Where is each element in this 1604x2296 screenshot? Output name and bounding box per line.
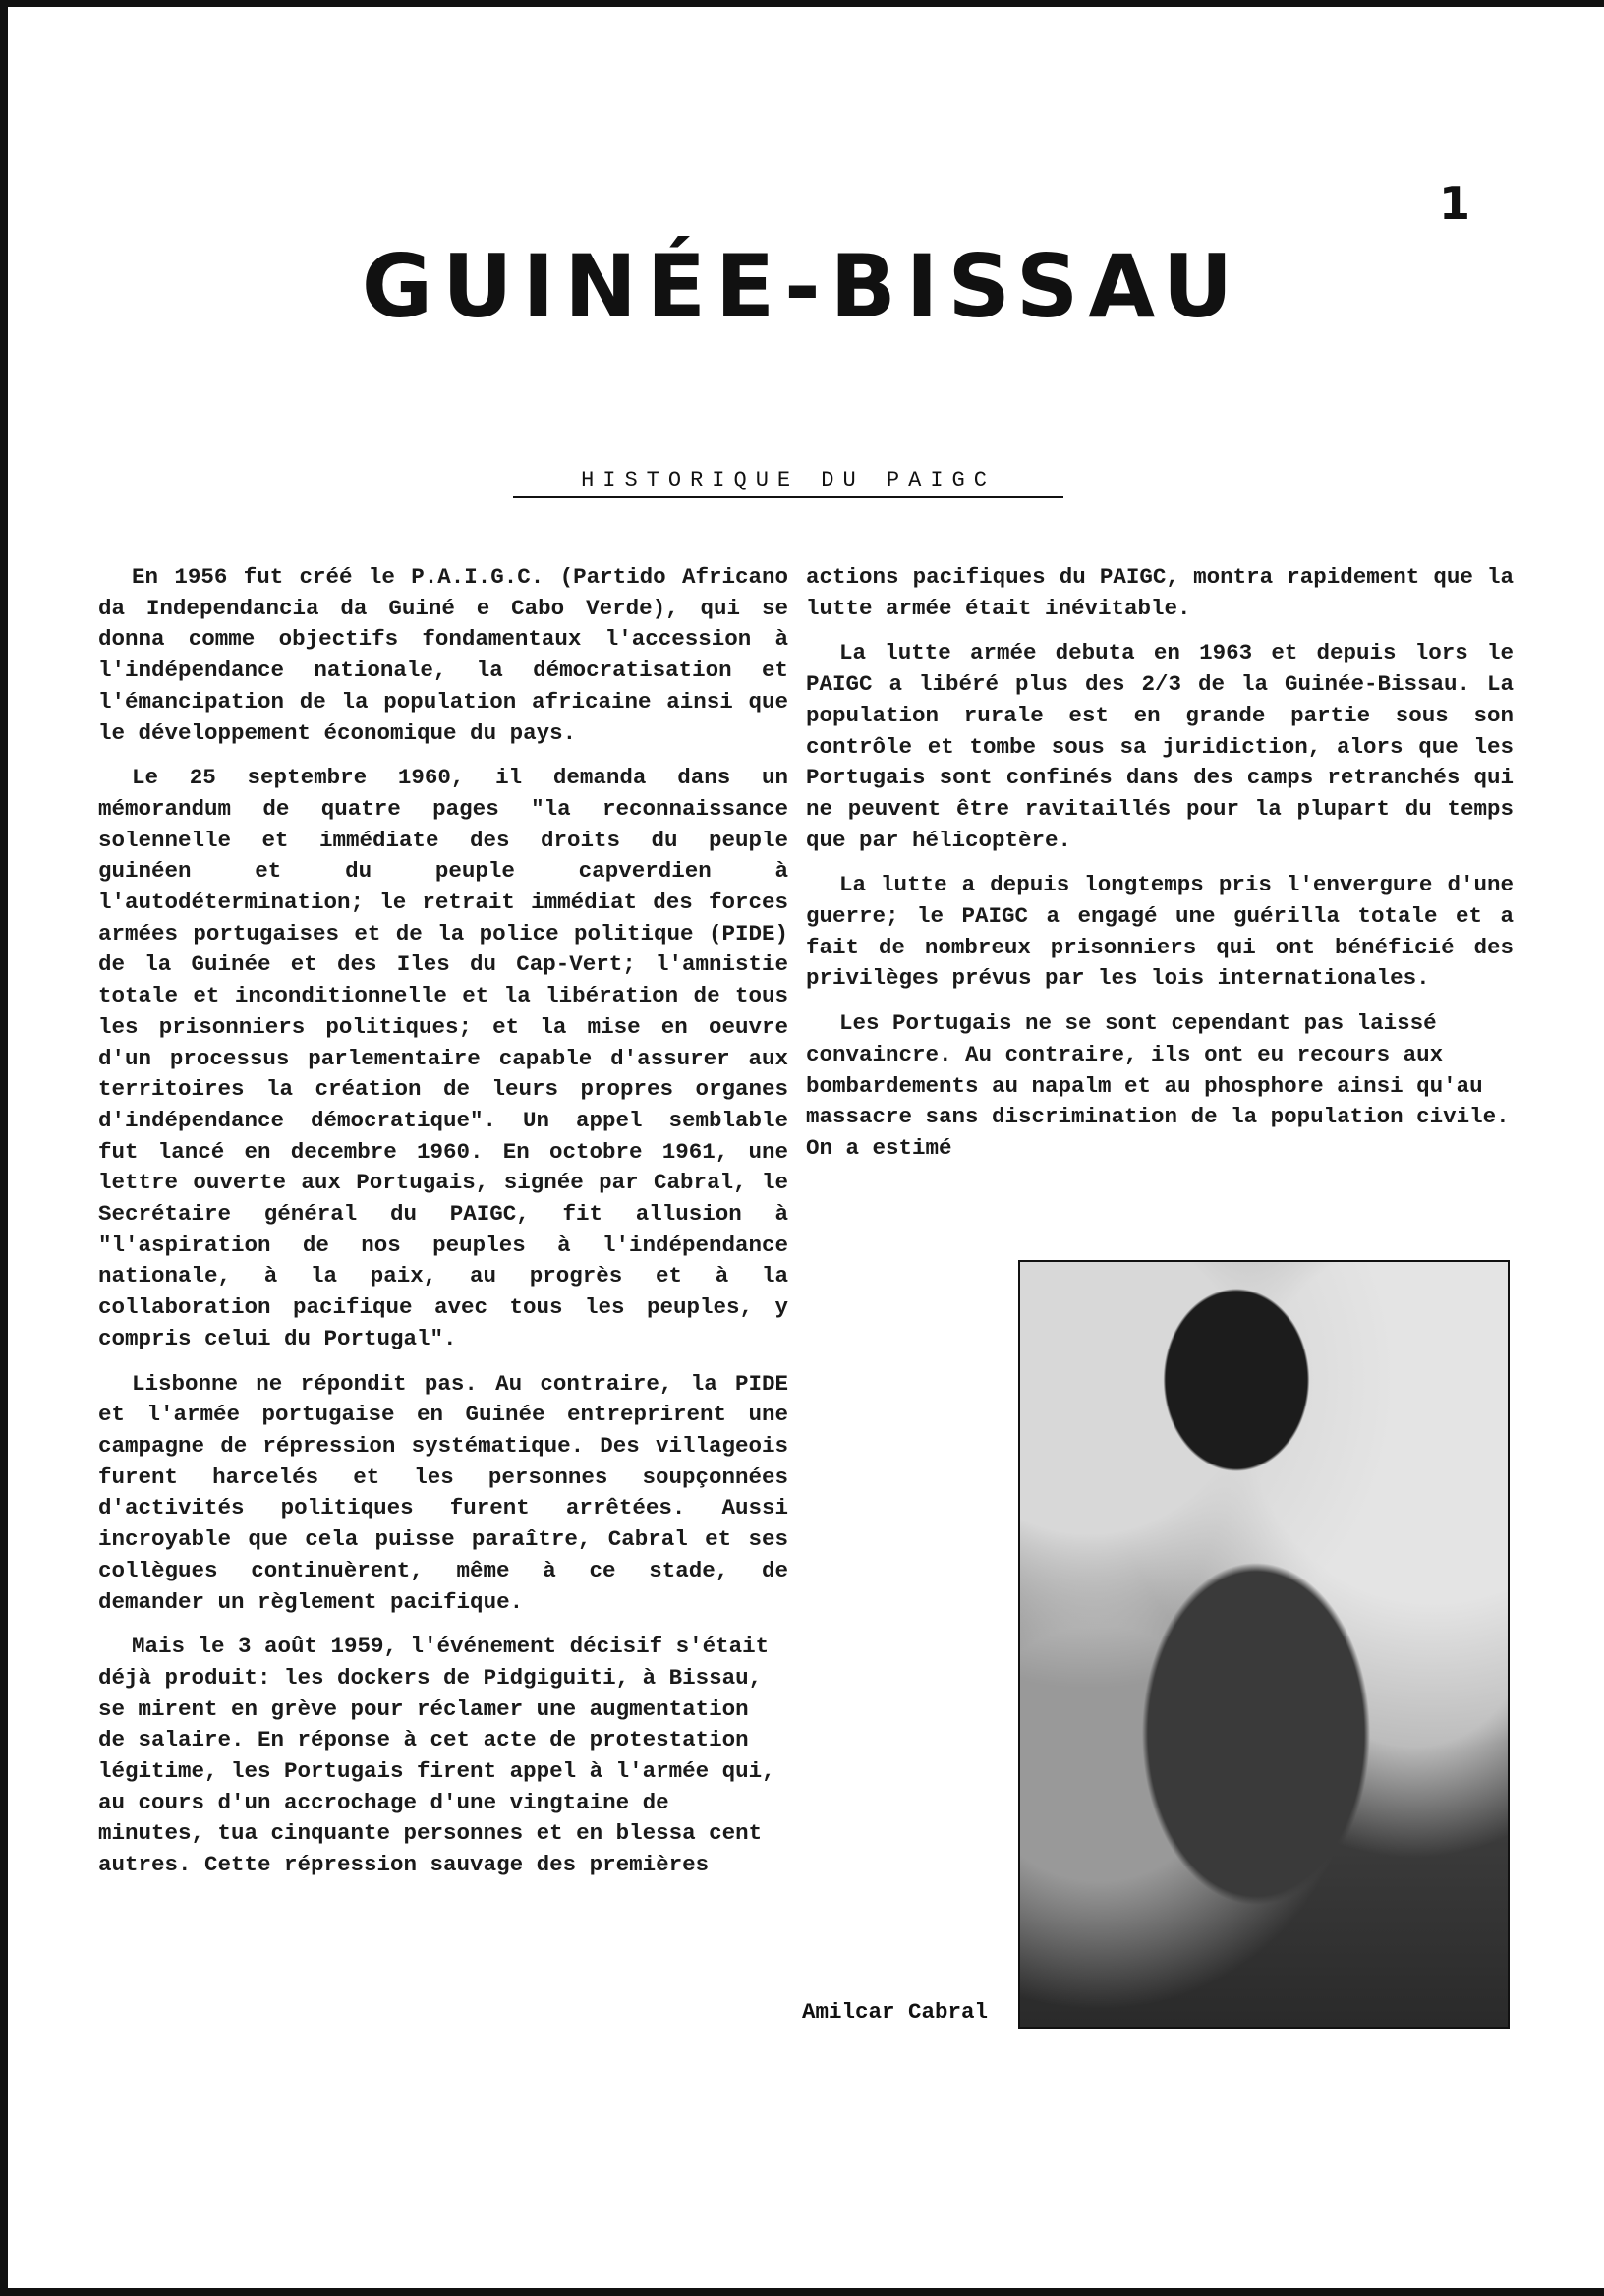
page-number: 1 [1439,177,1471,230]
section-heading: HISTORIQUE DU PAIGC [513,468,1063,498]
page-border-left [0,0,8,2296]
paragraph: Les Portugais ne se sont cependant pas laissé convaincre. Au contraire, ils ont eu recours aux bombardements au napalm et au phosphore ainsi qu'au massacre sans discrimination de la population civile. On a estimé [806,1010,1510,1161]
paragraph: Le 25 septembre 1960, il demanda dans un mémorandum de quatre pages "la reconnaissance solennelle et immédiate des droits du peuple guinéen et du peuple capverdien à l'autodétermination; le retrait immédiat des forces armées portugaises et de la police politique (PIDE) de la Guinée et des Iles du Cap-Vert; l'amnistie totale et inconditionnelle et la libération de tous les prisonniers politiques; et la mise en oeuvre d'un processus parlementaire capable d'assurer aux territoires la création de leurs propres organes d'indépendance démocratique". Un appel semblable fut lancé en decembre 1960. En octobre 1961, une lettre ouverte aux Portugais, signée par Cabral, le Secrétaire général du PAIGC, fit allusion à "l'aspiration de nos peuples à l'indépendance nationale, à la paix, au progrès et à la collaboration pacifique avec tous les peuples, y compris celui du Portugal". [98,765,788,1351]
paragraph: actions pacifiques du PAIGC, montra rapidement que la lutte armée était inévitable. [806,564,1514,621]
paragraph: Lisbonne ne répondit pas. Au contraire, la PIDE et l'armée portugaise en Guinée entreprirent une campagne de répression systématique. Des villageois furent harcelés et les personnes soupçonnées d'activités politiques furent arrêtées. Aussi incroyable que cela puisse paraître, Cabral et ses collègues continuèrent, même à ce stade, de demander un règlement pacifique. [98,1370,788,1615]
left-column [98,562,788,1895]
page-border-bottom [0,2288,1604,2296]
page-border-top [0,0,1604,7]
paragraph: En 1956 fut créé le P.A.I.G.C. (Partido Africano da Independancia da Guiné e Cabo Verde), qui se donna comme objectifs fondamentaux l'accession à l'indépendance nationale, la démocratisation et l'émancipation de la population africaine ainsi que le développement économique du pays. [98,564,788,746]
paragraph: La lutte a depuis longtemps pris l'envergure d'une guerre; le PAIGC a engagé une guérilla totale et a fait de nombreux prisonniers qui ont bénéficié des privilèges prévus par les lois internationales. [806,872,1514,992]
paragraph: Mais le 3 août 1959, l'événement décisif s'était déjà produit: les dockers de Pidgiguiti, à Bissau, se mirent en grève pour réclamer une augmentation de salaire. En réponse à cet acte de protestation légitime, les Portugais firent appel à l'armée qui, au cours d'un accrochage d'une vingtaine de minutes, tua cinquante personnes et en blessa cent autres. Cette répression sauvage des premières [98,1634,775,1878]
photo-caption: Amilcar Cabral [802,1999,989,2025]
paragraph: La lutte armée debuta en 1963 et depuis lors le PAIGC a libéré plus des 2/3 de la Guinée-Bissau. La population rurale est en grande partie sous son contrôle et tombe sous sa juridiction, alors que les Portugais sont confinés dans des camps retranchés qui ne peuvent être ravitaillés pour la plupart du temps que par hélicoptère. [806,640,1514,853]
portrait-photo [1018,1260,1510,2029]
right-column [806,562,1514,1178]
page-title: GUINÉE-BISSAU [361,236,1243,337]
